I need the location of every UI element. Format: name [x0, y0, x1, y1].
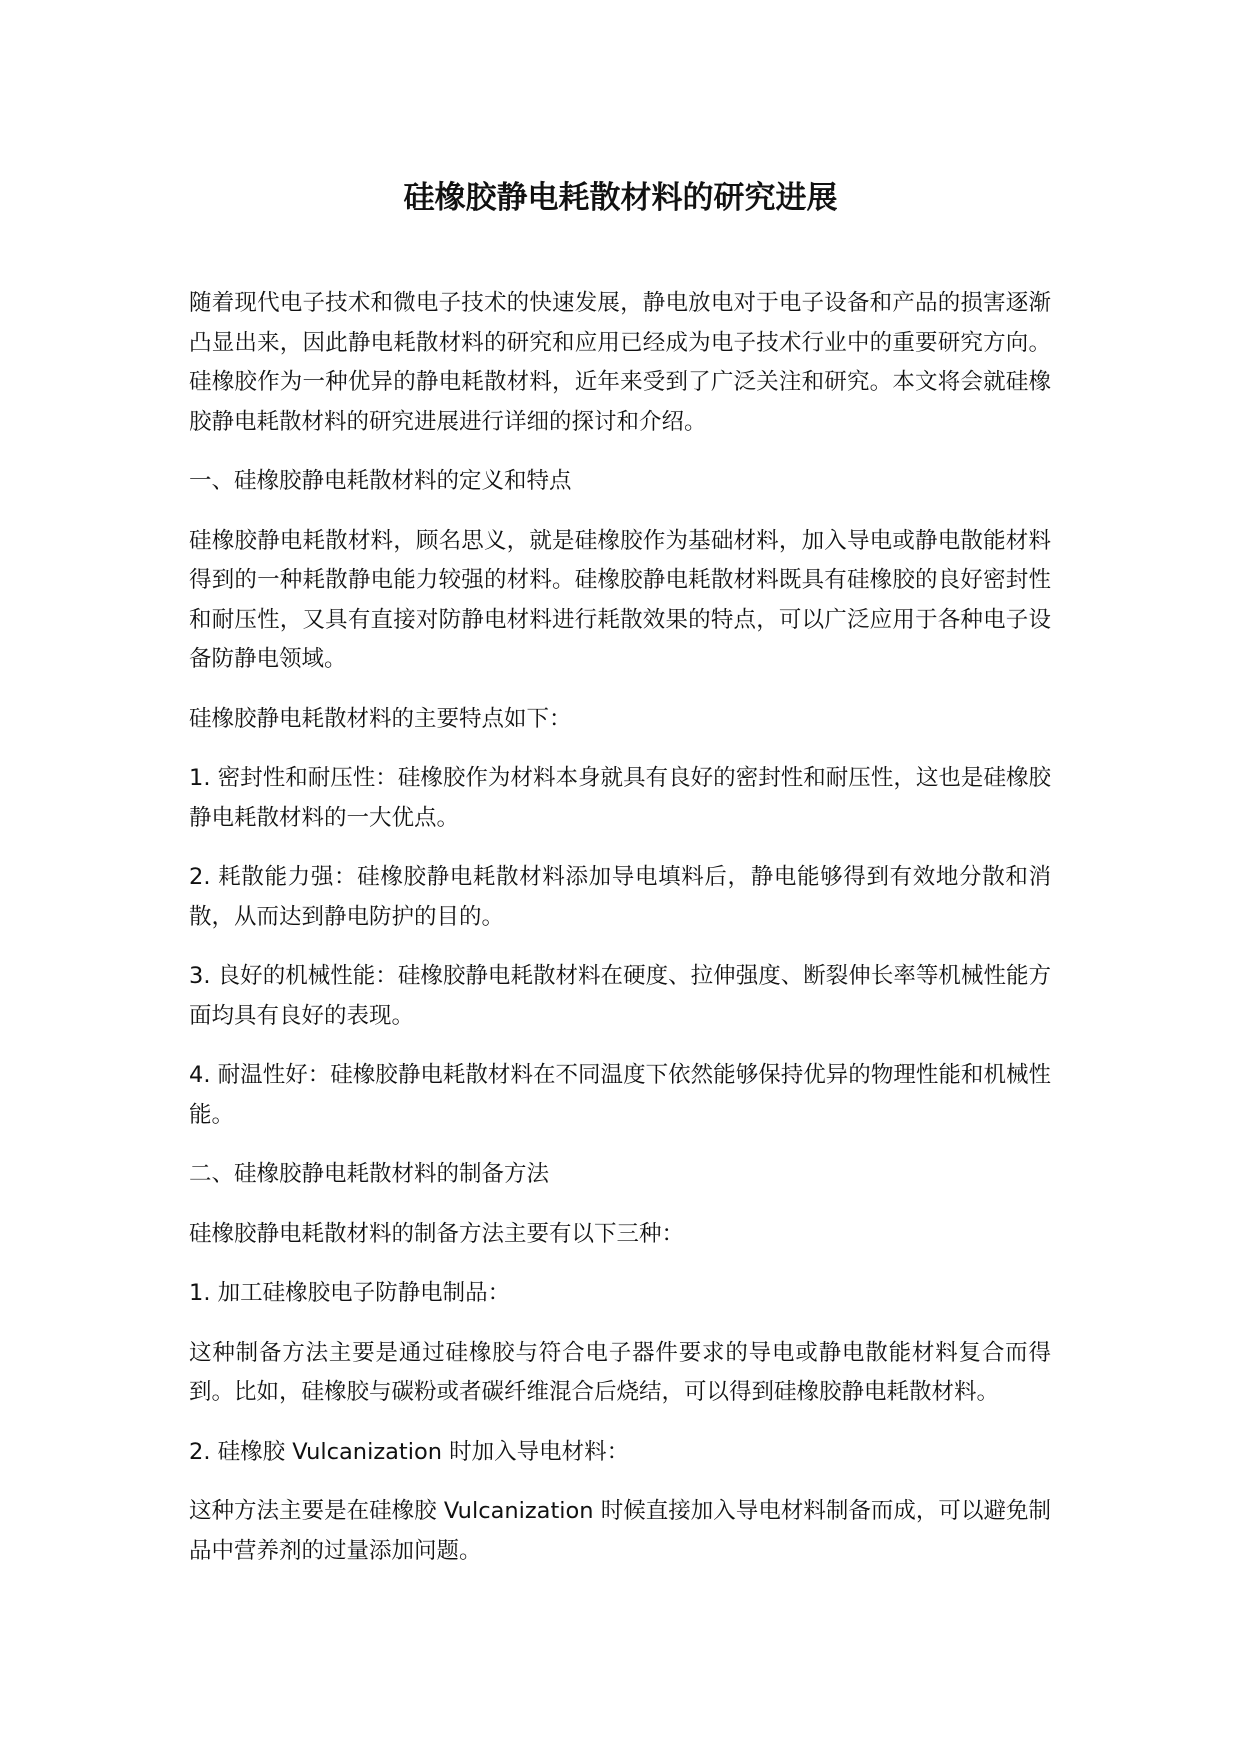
feature-item-2: 2. 耗散能力强：硅橡胶静电耗散材料添加导电填料后，静电能够得到有效地分散和消散，从而达到静电防护的目的。 — [189, 864, 1051, 930]
section-heading-definition: 一、硅橡胶静电耗散材料的定义和特点 — [189, 468, 572, 494]
intro-paragraph: 随着现代电子技术和微电子技术的快速发展，静电放电对于电子设备和产品的损害逐渐凸显出来，因此静电耗散材料的研究和应用已经成为电子技术行业中的重要研究方向。硅橡胶作为一种优异的静电耗散材料，近年来受到了广泛关注和研究。本文将会就硅橡胶静电耗散材料的研究进展进行详细的探讨和介绍。 — [189, 290, 1051, 435]
document-title: 硅橡胶静电耗散材料的研究进展 — [403, 180, 838, 216]
features-intro-paragraph: 硅橡胶静电耗散材料的主要特点如下： — [189, 705, 572, 732]
method-heading-2: 2. 硅橡胶 Vulcanization 时加入导电材料： — [189, 1438, 630, 1465]
feature-item-3: 3. 良好的机械性能：硅橡胶静电耗散材料在硬度、拉伸强度、断裂伸长率等机械性能方面均具有良好的表现。 — [189, 963, 1051, 1029]
preparation-intro-paragraph: 硅橡胶静电耗散材料的制备方法主要有以下三种： — [189, 1220, 685, 1247]
feature-item-1: 1. 密封性和耐压性：硅橡胶作为材料本身就具有良好的密封性和耐压性，这也是硅橡胶静电耗散材料的一大优点。 — [189, 765, 1051, 831]
method-paragraph-1: 这种制备方法主要是通过硅橡胶与符合电子器件要求的导电或静电散能材料复合而得到。比如，硅橡胶与碳粉或者碳纤维混合后烧结，可以得到硅橡胶静电耗散材料。 — [189, 1339, 1051, 1405]
method-heading-1: 1. 加工硅橡胶电子防静电制品： — [189, 1280, 511, 1306]
method-paragraph-2: 这种方法主要是在硅橡胶 Vulcanization 时候直接加入导电材料制备而成，可以避免制品中营养剂的过量添加问题。 — [189, 1498, 1051, 1564]
feature-item-4: 4. 耐温性好：硅橡胶静电耗散材料在不同温度下依然能够保持优异的物理性能和机械性能。 — [189, 1062, 1051, 1128]
definition-paragraph: 硅橡胶静电耗散材料，顾名思义，就是硅橡胶作为基础材料，加入导电或静电散能材料得到的一种耗散静电能力较强的材料。硅橡胶静电耗散材料既具有硅橡胶的良好密封性和耐压性，又具有直接对防静电材料进行耗散效果的特点，可以广泛应用于各种电子设备防静电领域。 — [189, 527, 1051, 672]
section-heading-preparation: 二、硅橡胶静电耗散材料的制备方法 — [189, 1161, 550, 1187]
document-body — [189, 284, 1051, 1591]
